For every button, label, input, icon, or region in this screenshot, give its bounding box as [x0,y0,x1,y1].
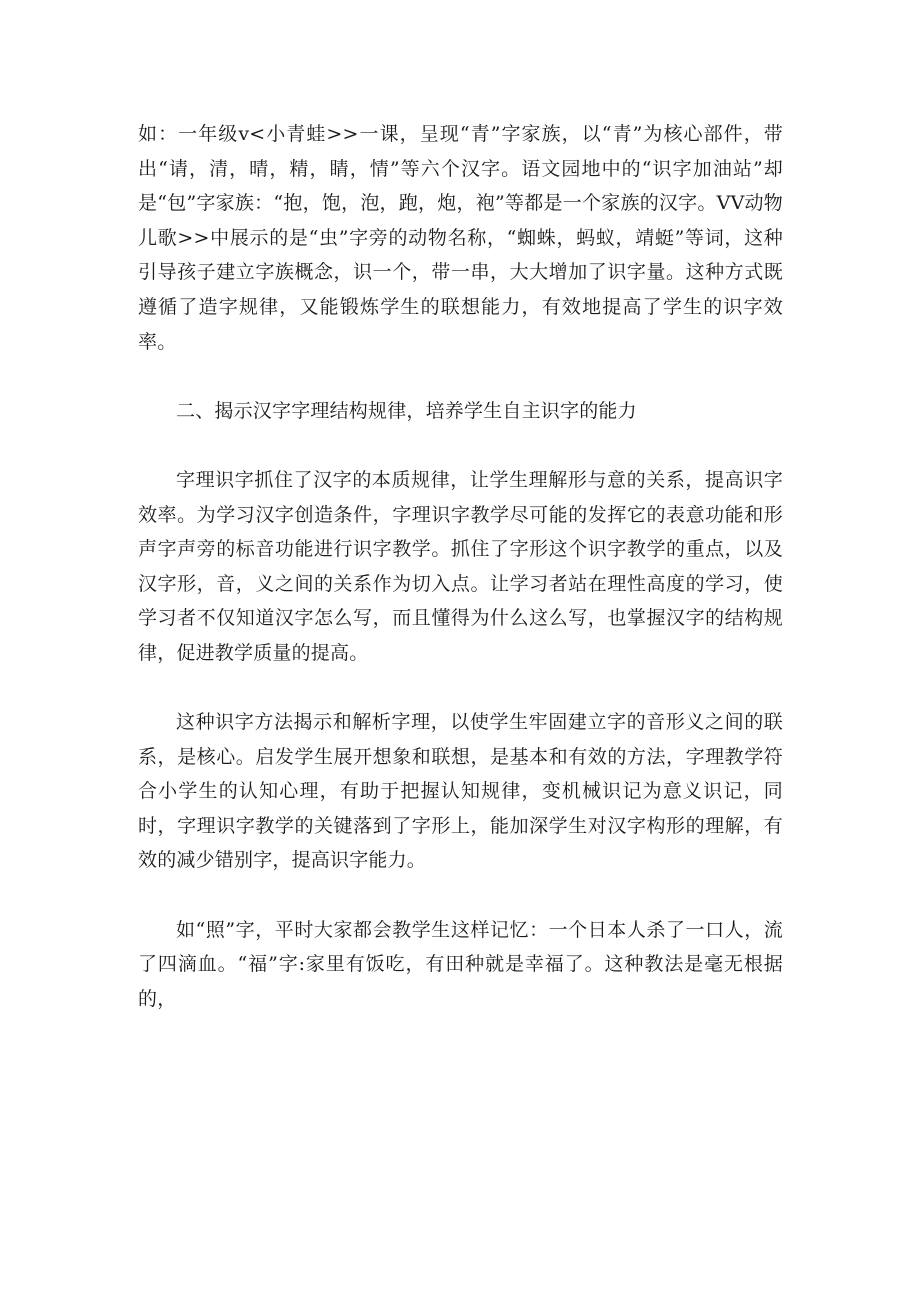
document-body [138,117,783,1016]
paragraph-spacer [138,359,783,394]
paragraph-spacer [138,878,783,913]
paragraph-spacer [138,671,783,706]
paragraph-character-logic-literacy: 字理识字抓住了汉字的本质规律，让学生理解形与意的关系，提高识字效率。为学习汉字创造条件，字理识字教学尽可能的发挥它的表意功能和形声字声旁的标音功能进行识字教学。抓住了字形这个识字教学的重点，以及汉字形，音，义之间的关系作为切入点。让学习者站在理性高度的学习，使学习者不仅知道汉字怎么写，而且懂得为什么这么写，也掌握汉字的结构规律，促进教学质量的提高。 [138,468,783,664]
paragraph-method-analysis: 这种识字方法揭示和解析字理，以使学生牢固建立字的音形义之间的联系，是核心。启发学生展开想象和联想，是基本和有效的方法，字理教学符合小学生的认知心理，有助于把握认知规律，变机械识记为意义识记，同时，字理识字教学的关键落到了字形上，能加深学生对汉字构形的理解，有效的减少错别字，提高识字能力。 [138,711,783,872]
paragraph-spacer [138,428,783,463]
section-heading-character-structure: 二、揭示汉字字理结构规律，培养学生自主识字的能力 [176,399,637,422]
paragraph-word-family-examples: 如：一年级v<小青蛙>>一课，呈现“青”字家族，以“青”为核心部件，带出“请，清，晴，精，睛，情”等六个汉字。语文园地中的“识字加油站”却是“包”字家族：“抱，饱，泡，跑，炮，袍”等都是一个家族的汉字。VV动物儿歌>>中展示的是“虫”字旁的动物名称，“蜘蛛，蚂蚁，靖蜓”等词，这种引导孩子建立字族概念，识一个，带一串，大大增加了识字量。这种方式既遵循了造字规律，又能锻炼学生的联想能力，有效地提高了学生的识字效率。 [138,123,783,353]
paragraph-zhao-fu-example: 如“照”字，平时大家都会教学生这样记忆：一个日本人杀了一口人，流了四滴血。“福”字:家里有饭吃，有田种就是幸福了。这种教法是毫无根据的， [138,918,783,1010]
